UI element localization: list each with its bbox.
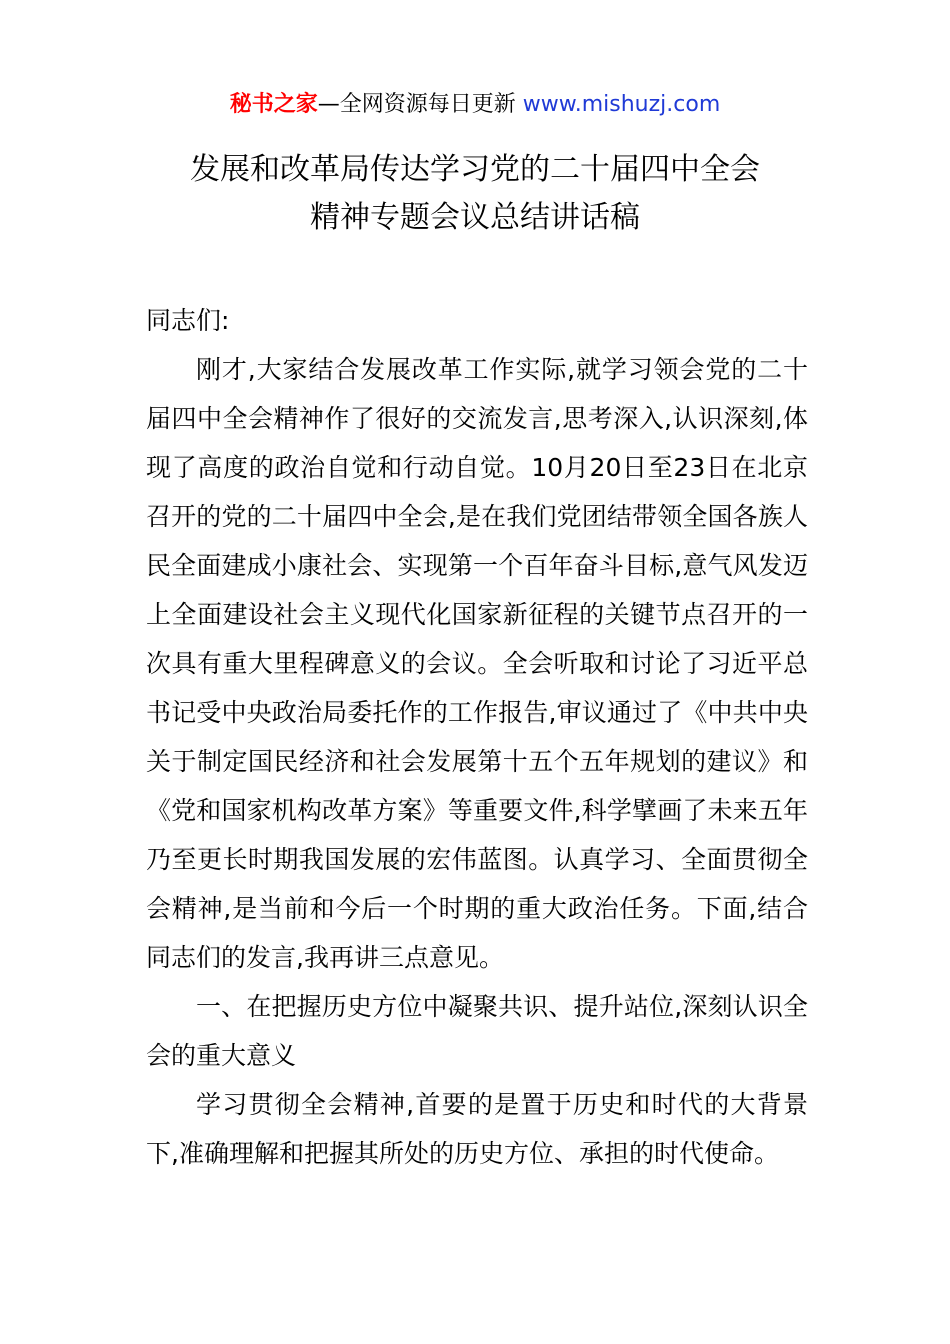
document-title	[100, 146, 850, 242]
site-header	[0, 88, 950, 122]
salutation: 同志们:	[146, 306, 230, 335]
header-tagline: —全网资源每日更新	[317, 92, 523, 117]
paragraph-intro: 刚才,大家结合发展改革工作实际,就学习领会党的二十届四中全会精神作了很好的交流发言,思考深入,认识深刻,体现了高度的政治自觉和行动自觉。10月20日至23日在北京召开的党的二十届四中全会,是在我们党团结带领全国各族人民全面建成小康社会、实现第一个百年奋斗目标,意气风发迈上全面建设社会主义现代化国家新征程的关键节点召开的一次具有重大里程碑意义的会议。全会听取和讨论了习近平总书记受中央政治局委托作的工作报告,审议通过了《中共中央关于制定国民经济和社会发展第十五个五年规划的建议》和《党和国家机构改革方案》等重要文件,科学擘画了未来五年乃至更长时期我国发展的宏伟蓝图。认真学习、全面贯彻全会精神,是当前和今后一个时期的重大政治任务。下面,结合同志们的发言,我再讲三点意见。	[146, 355, 808, 972]
paragraph-section-1: 学习贯彻全会精神,首要的是置于历史和时代的大背景下,准确理解和把握其所处的历史方位、承担的时代使命。	[146, 1090, 808, 1168]
site-url-link[interactable]: www.mishuzj.com	[522, 92, 721, 117]
title-line-2: 精神专题会议总结讲话稿	[310, 200, 640, 235]
brand-name: 秘书之家	[229, 92, 318, 117]
section-heading-1: 一、在把握历史方位中凝聚共识、提升站位,深刻认识全会的重大意义	[146, 992, 808, 1070]
document-body	[146, 296, 808, 1178]
title-line-1: 发展和改革局传达学习党的二十届四中全会	[190, 152, 760, 187]
